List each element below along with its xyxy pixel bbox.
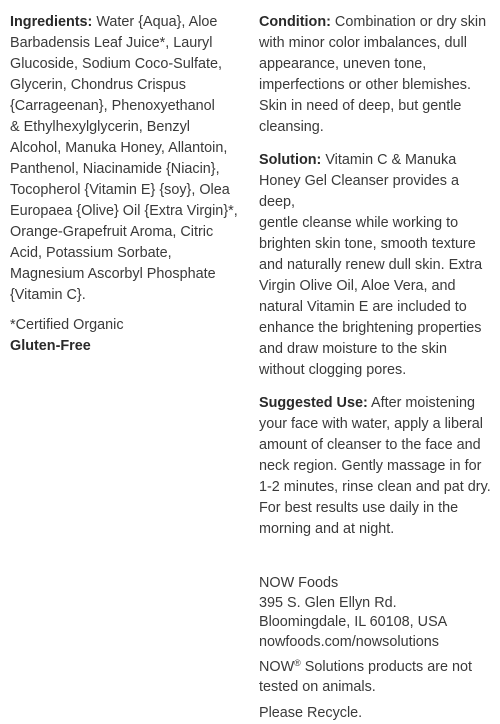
solution-line: natural Vitamin E are included to <box>259 299 467 315</box>
animal-testing-line: Solutions products are not <box>300 659 473 675</box>
solution-line: Virgin Olive Oil, Aloe Vera, and <box>259 278 456 294</box>
solution-line: gentle cleanse while working to <box>259 215 459 231</box>
ingredients-line: {Carrageenan}, Phenoxyethanol <box>10 98 215 114</box>
suggested-use-paragraph <box>259 393 493 540</box>
ingredients-line: {Vitamin C}. <box>10 287 86 303</box>
ingredients-line: Magnesium Ascorbyl Phosphate <box>10 266 216 282</box>
company-website: nowfoods.com/nowsolutions <box>259 633 439 650</box>
ingredients-line: Panthenol, Niacinamide {Niacin}, <box>10 161 220 177</box>
ingredients-line: Orange-Grapefruit Aroma, Citric <box>10 224 214 240</box>
animal-testing-note <box>259 658 493 697</box>
registered-mark: ® <box>294 658 301 668</box>
ingredients-line: Barbadensis Leaf Juice*, Lauryl <box>10 35 213 51</box>
gluten-free-label: Gluten-Free <box>10 338 91 354</box>
right-column <box>259 12 493 724</box>
solution-heading: Solution: <box>259 152 322 168</box>
condition-line: appearance, uneven tone, <box>259 56 427 72</box>
solution-line: and draw moisture to the skin <box>259 341 447 357</box>
condition-line: Combination or dry skin <box>330 14 487 30</box>
ingredients-line: Acid, Potassium Sorbate, <box>10 245 172 261</box>
certified-organic-note: *Certified Organic <box>10 317 124 333</box>
ingredients-line: & Ethylhexylglycerin, Benzyl <box>10 119 190 135</box>
ingredients-line: Water {Aqua}, Aloe <box>92 14 218 30</box>
ingredients-line: Tocopherol {Vitamin E} {soy}, Olea <box>10 182 230 198</box>
ingredients-line: Glycerin, Chondrus Crispus <box>10 77 186 93</box>
suggested-use-line: your face with water, apply a liberal <box>259 416 483 432</box>
suggested-use-line: morning and at night. <box>259 521 395 537</box>
suggested-use-line: neck region. Gently massage in for <box>259 458 482 474</box>
solution-line: enhance the brightening properties <box>259 320 482 336</box>
condition-line: Skin in need of deep, but gentle <box>259 98 462 114</box>
brand-name: NOW <box>259 659 295 675</box>
recycle-note: Please Recycle. <box>259 705 363 721</box>
suggested-use-line: amount of cleanser to the face and <box>259 437 481 453</box>
condition-line: with minor color imbalances, dull <box>259 35 467 51</box>
suggested-use-heading: Suggested Use: <box>259 395 368 411</box>
ingredients-line: Alcohol, Manuka Honey, Allantoin, <box>10 140 228 156</box>
company-address-line: Bloomingdale, IL 60108, USA <box>259 614 448 630</box>
left-column <box>10 12 248 357</box>
company-name: NOW Foods <box>259 575 339 591</box>
condition-heading: Condition: <box>259 14 331 30</box>
solution-paragraph <box>259 150 493 381</box>
condition-paragraph <box>259 12 493 138</box>
company-address-line: 395 S. Glen Ellyn Rd. <box>259 594 397 611</box>
solution-line: brighten skin tone, smooth texture <box>259 236 476 252</box>
solution-line: Honey Gel Cleanser provides a deep, <box>259 173 459 210</box>
animal-testing-line: tested on animals. <box>259 678 376 695</box>
ingredients-line: Glucoside, Sodium Coco-Sulfate, <box>10 56 222 72</box>
suggested-use-line: For best results use daily in the <box>259 500 459 516</box>
ingredients-line: Europaea {Olive} Oil {Extra Virgin}*, <box>10 203 238 219</box>
suggested-use-line: After moistening <box>367 395 475 411</box>
solution-line: and naturally renew dull skin. Extra <box>259 257 483 273</box>
suggested-use-line: 1-2 minutes, rinse clean and pat dry. <box>259 479 491 495</box>
ingredients-paragraph <box>10 12 248 306</box>
company-address-block <box>259 574 493 652</box>
condition-line: cleansing. <box>259 119 324 135</box>
condition-line: imperfections or other blemishes. <box>259 77 471 93</box>
ingredients-heading: Ingredients: <box>10 14 93 30</box>
solution-line: without clogging pores. <box>259 362 407 378</box>
solution-line: Vitamin C & Manuka <box>321 152 457 168</box>
